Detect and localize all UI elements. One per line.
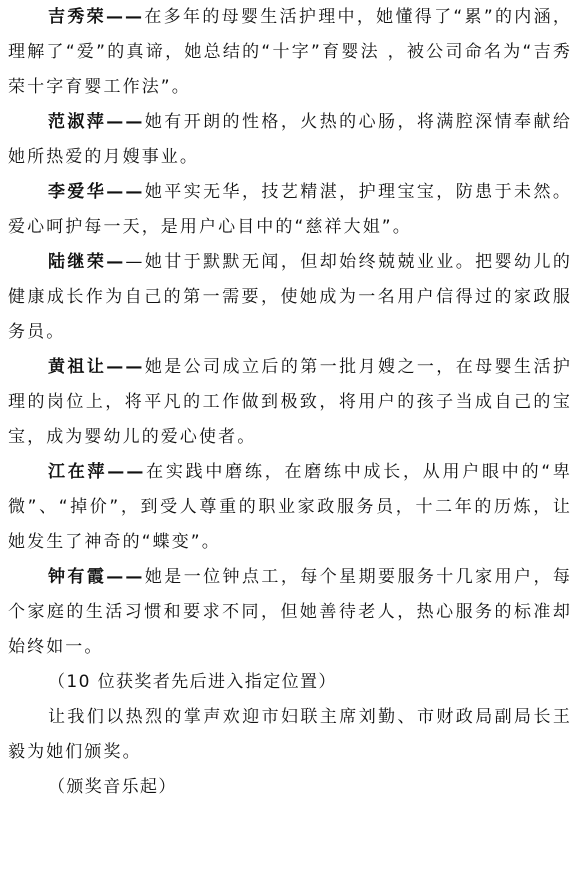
honoree-name: 吉秀荣—— <box>48 7 145 27</box>
award-entry-huang-zurang <box>8 350 572 455</box>
award-entry-jiang-zaiping <box>8 455 572 560</box>
honoree-name: 陆继荣— <box>48 252 126 272</box>
honoree-description: 她是一位钟点工，每个星期要服务十几家用户，每个家庭的生活习惯和要求不同，但她善待老人，热心服务的标准却始终如一。 <box>8 567 573 657</box>
honoree-description: 她是公司成立后的第一批月嫂之一，在母婴生活护理的岗位上，将平凡的工作做到极致，将用户的孩子当成自己的宝宝，成为婴幼儿的爱心使者。 <box>8 357 573 447</box>
honoree-name: 黄祖让—— <box>48 357 145 377</box>
honoree-name: 范淑萍—— <box>48 112 145 132</box>
honoree-description: 她平实无华，技艺精湛，护理宝宝，防患于未然。爱心呵护每一天，是用户心目中的“慈祥大姐”。 <box>8 182 573 237</box>
award-entry-zhong-youxia <box>8 560 572 665</box>
award-entry-ji-xiurong <box>8 0 572 105</box>
honoree-name: 江在萍—— <box>48 462 146 482</box>
announcement-paragraph: 让我们以热烈的掌声欢迎市妇联主席刘勤、市财政局副局长王毅为她们颁奖。 <box>8 707 572 762</box>
honoree-description: 她有开朗的性格，火热的心肠，将满腔深情奉献给她所热爱的月嫂事业。 <box>8 112 573 167</box>
award-entry-fan-shuping <box>8 105 572 175</box>
honoree-name: 李爱华—— <box>48 182 145 202</box>
award-entry-lu-jirong <box>8 245 572 350</box>
honoree-name: 钟有霞—— <box>48 567 145 587</box>
honoree-description: 在实践中磨练，在磨练中成长，从用户眼中的“卑微”、“掉价”，到受人尊重的职业家政服务员，十二年的历炼，让她发生了神奇的“蝶变”。 <box>8 462 572 552</box>
award-entry-li-aihua <box>8 175 572 245</box>
stage-direction-music: （颁奖音乐起） <box>48 777 177 797</box>
stage-direction-winners-enter: （10 位获奖者先后进入指定位置） <box>48 672 337 692</box>
honoree-description: —她甘于默默无闻，但却始终兢兢业业。把婴幼儿的健康成长作为自己的第一需要，使她成为一名用户信得过的家政服务员。 <box>8 252 572 342</box>
honoree-description: 在多年的母婴生活护理中，她懂得了“累”的内涵，理解了“爱”的真谛，她总结的“十字”育婴法 ，被公司命名为“吉秀荣十字育婴工作法”。 <box>8 7 573 97</box>
